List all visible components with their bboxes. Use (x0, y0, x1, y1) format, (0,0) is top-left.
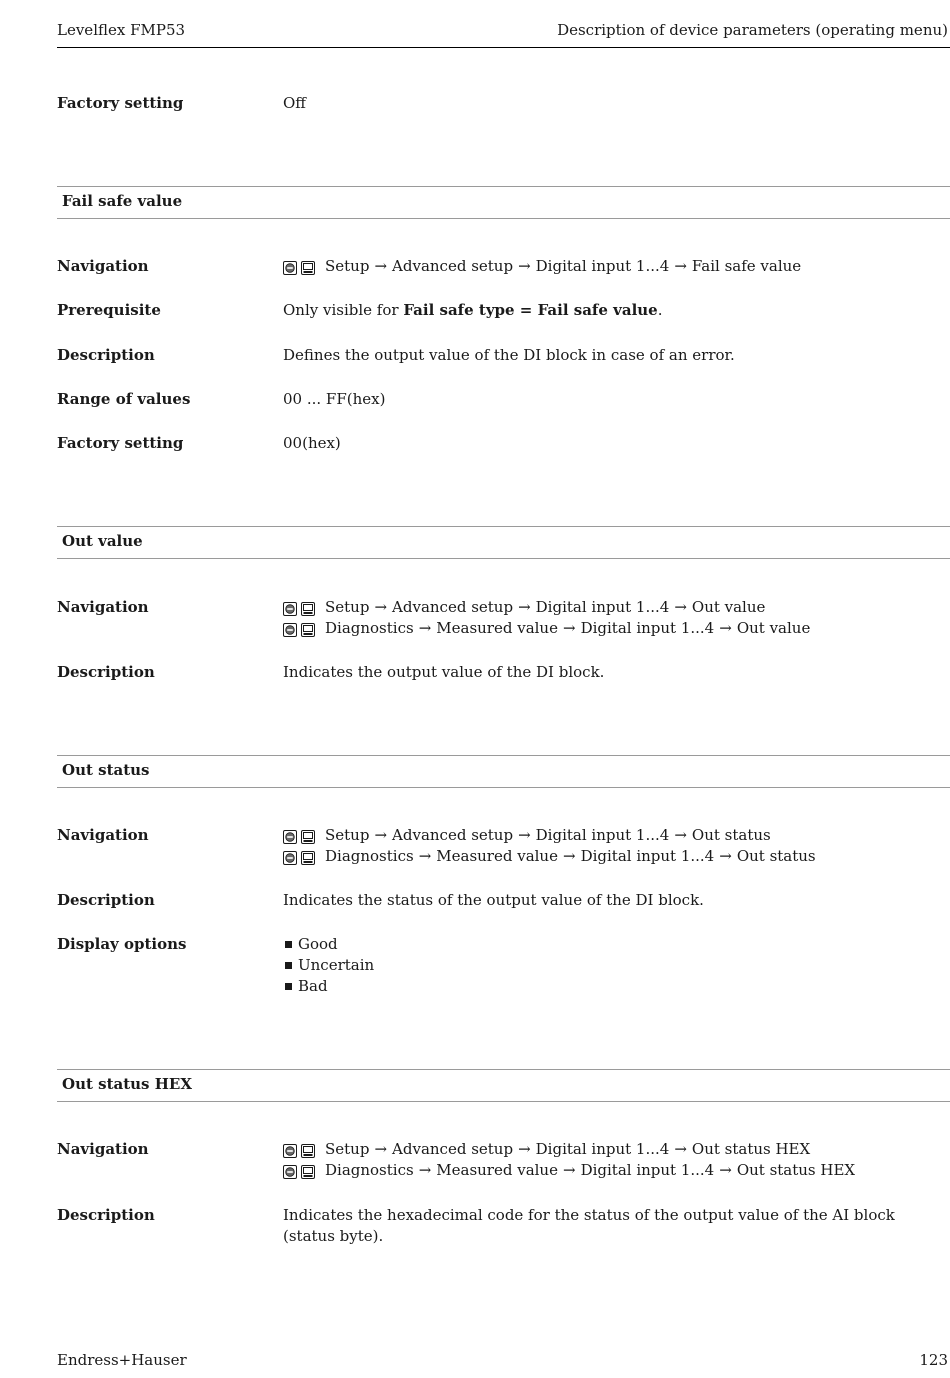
arrow-right-icon: → (374, 598, 388, 616)
navigation-path (283, 846, 816, 867)
bullet-square-icon (285, 983, 292, 990)
description-label: Description (57, 891, 155, 909)
navigation-path (283, 597, 810, 618)
arrow-right-icon: → (518, 598, 531, 616)
display-icon (301, 1164, 315, 1178)
navigation-step: Fail safe value (691, 257, 802, 275)
section-title: Out status (62, 761, 150, 779)
operating-tool-icon (283, 1143, 297, 1157)
navigation-path (283, 825, 816, 846)
bullet-square-icon (285, 962, 292, 969)
navigation-step: Digital input 1...4 (535, 1140, 670, 1158)
navigation-step: Digital input 1...4 (580, 1161, 715, 1179)
navigation-icons (283, 260, 315, 274)
arrow-right-icon: → (674, 257, 687, 275)
navigation-step: Out status HEX (736, 1161, 856, 1179)
arrow-right-icon: → (418, 619, 432, 637)
navigation-step: Advanced setup (392, 598, 514, 616)
navigation-icons (283, 622, 315, 636)
arrow-right-icon: → (374, 826, 388, 844)
arrow-right-icon: → (374, 257, 388, 275)
display-options-value (283, 934, 374, 997)
navigation-label: Navigation (57, 826, 149, 844)
navigation-step: Measured value (436, 1161, 558, 1179)
display-icon (301, 601, 315, 615)
list-item (283, 955, 374, 976)
navigation-step: Setup (325, 598, 370, 616)
description-label: Description (57, 1206, 155, 1224)
prerequisite-value (283, 300, 663, 321)
operating-tool-icon (283, 601, 297, 615)
factory-setting-label: Factory setting (57, 434, 184, 452)
header-chapter: Description of device parameters (operating menu) (557, 21, 948, 39)
navigation-paths (283, 1139, 855, 1181)
footer-brand: Endress+Hauser (57, 1351, 187, 1369)
navigation-icons (283, 850, 315, 864)
section-fail-safe-value (57, 186, 950, 219)
arrow-right-icon: → (374, 1140, 388, 1158)
navigation-paths (283, 256, 801, 277)
description-value: Indicates the status of the output value of the DI block. (283, 891, 704, 909)
navigation-step: Digital input 1...4 (580, 619, 715, 637)
navigation-icons (283, 1164, 315, 1178)
section-out-status-hex (57, 1069, 950, 1102)
navigation-path (283, 256, 801, 277)
arrow-right-icon: → (562, 1161, 576, 1179)
navigation-paths (283, 825, 816, 867)
section-out-status (57, 755, 950, 788)
navigation-path (283, 1160, 855, 1181)
navigation-step: Digital input 1...4 (535, 826, 670, 844)
arrow-right-icon: → (562, 847, 576, 865)
factory-setting-label: Factory setting (57, 94, 184, 112)
operating-tool-icon (283, 260, 297, 274)
navigation-step: Advanced setup (392, 826, 514, 844)
navigation-step: Diagnostics (325, 619, 414, 637)
arrow-right-icon: → (518, 826, 531, 844)
navigation-step: Out value (736, 619, 811, 637)
navigation-step: Setup (325, 257, 370, 275)
prerequisite-text: Only visible for (283, 301, 404, 319)
navigation-icons (283, 829, 315, 843)
header-product: Levelflex FMP53 (57, 21, 186, 39)
arrow-right-icon: → (518, 1140, 531, 1158)
display-options-list (283, 934, 374, 997)
navigation-step: Out status (736, 847, 816, 865)
arrow-right-icon: → (562, 619, 576, 637)
navigation-step: Advanced setup (392, 257, 514, 275)
display-icon (301, 622, 315, 636)
description-label: Description (57, 346, 155, 364)
operating-tool-icon (283, 829, 297, 843)
operating-tool-icon (283, 1164, 297, 1178)
operating-tool-icon (283, 850, 297, 864)
arrow-right-icon: → (719, 619, 732, 637)
section-out-value (57, 526, 950, 559)
navigation-label: Navigation (57, 1140, 149, 1158)
navigation-label: Navigation (57, 598, 149, 616)
navigation-path (283, 1139, 855, 1160)
display-options-label: Display options (57, 935, 187, 953)
arrow-right-icon: → (674, 598, 687, 616)
prerequisite-condition: Fail safe type = Fail safe value (403, 301, 658, 319)
factory-setting-value: 00(hex) (283, 434, 341, 452)
list-item (283, 934, 374, 955)
display-icon (301, 1143, 315, 1157)
navigation-step: Digital input 1...4 (580, 847, 715, 865)
header-rule (57, 47, 950, 48)
navigation-label: Navigation (57, 257, 149, 275)
option-bad: Bad (298, 977, 328, 995)
display-icon (301, 829, 315, 843)
bullet-square-icon (285, 941, 292, 948)
arrow-right-icon: → (719, 847, 732, 865)
arrow-right-icon: → (674, 1140, 687, 1158)
navigation-step: Diagnostics (325, 847, 414, 865)
description-value: Indicates the output value of the DI block. (283, 663, 605, 681)
navigation-step: Measured value (436, 619, 558, 637)
list-item (283, 976, 374, 997)
option-uncertain: Uncertain (298, 956, 375, 974)
description-value: Indicates the hexadecimal code for the status of the output value of the AI block (status byte). (283, 1206, 895, 1245)
navigation-step: Setup (325, 1140, 370, 1158)
navigation-step: Digital input 1...4 (535, 598, 670, 616)
navigation-step: Digital input 1...4 (535, 257, 670, 275)
navigation-step: Out value (691, 598, 766, 616)
display-icon (301, 850, 315, 864)
navigation-path (283, 618, 810, 639)
range-label: Range of values (57, 390, 191, 408)
arrow-right-icon: → (719, 1161, 732, 1179)
option-good: Good (298, 935, 338, 953)
factory-setting-value: Off (283, 94, 306, 112)
arrow-right-icon: → (418, 1161, 432, 1179)
navigation-step: Out status HEX (691, 1140, 811, 1158)
range-value: 00 ... FF(hex) (283, 390, 386, 408)
arrow-right-icon: → (674, 826, 687, 844)
display-icon (301, 260, 315, 274)
navigation-icons (283, 1143, 315, 1157)
section-title: Fail safe value (62, 192, 183, 210)
navigation-step: Advanced setup (392, 1140, 514, 1158)
navigation-step: Diagnostics (325, 1161, 414, 1179)
arrow-right-icon: → (518, 257, 531, 275)
prerequisite-label: Prerequisite (57, 301, 161, 319)
navigation-step: Measured value (436, 847, 558, 865)
operating-tool-icon (283, 622, 297, 636)
page-number: 123 (919, 1351, 948, 1369)
navigation-step: Setup (325, 826, 370, 844)
description-value: Defines the output value of the DI block in case of an error. (283, 346, 735, 364)
navigation-icons (283, 601, 315, 615)
description-label: Description (57, 663, 155, 681)
navigation-step: Out status (691, 826, 771, 844)
navigation-paths (283, 597, 810, 639)
prerequisite-end: . (657, 301, 663, 319)
section-title: Out status HEX (62, 1075, 192, 1093)
section-title: Out value (62, 532, 143, 550)
arrow-right-icon: → (418, 847, 432, 865)
